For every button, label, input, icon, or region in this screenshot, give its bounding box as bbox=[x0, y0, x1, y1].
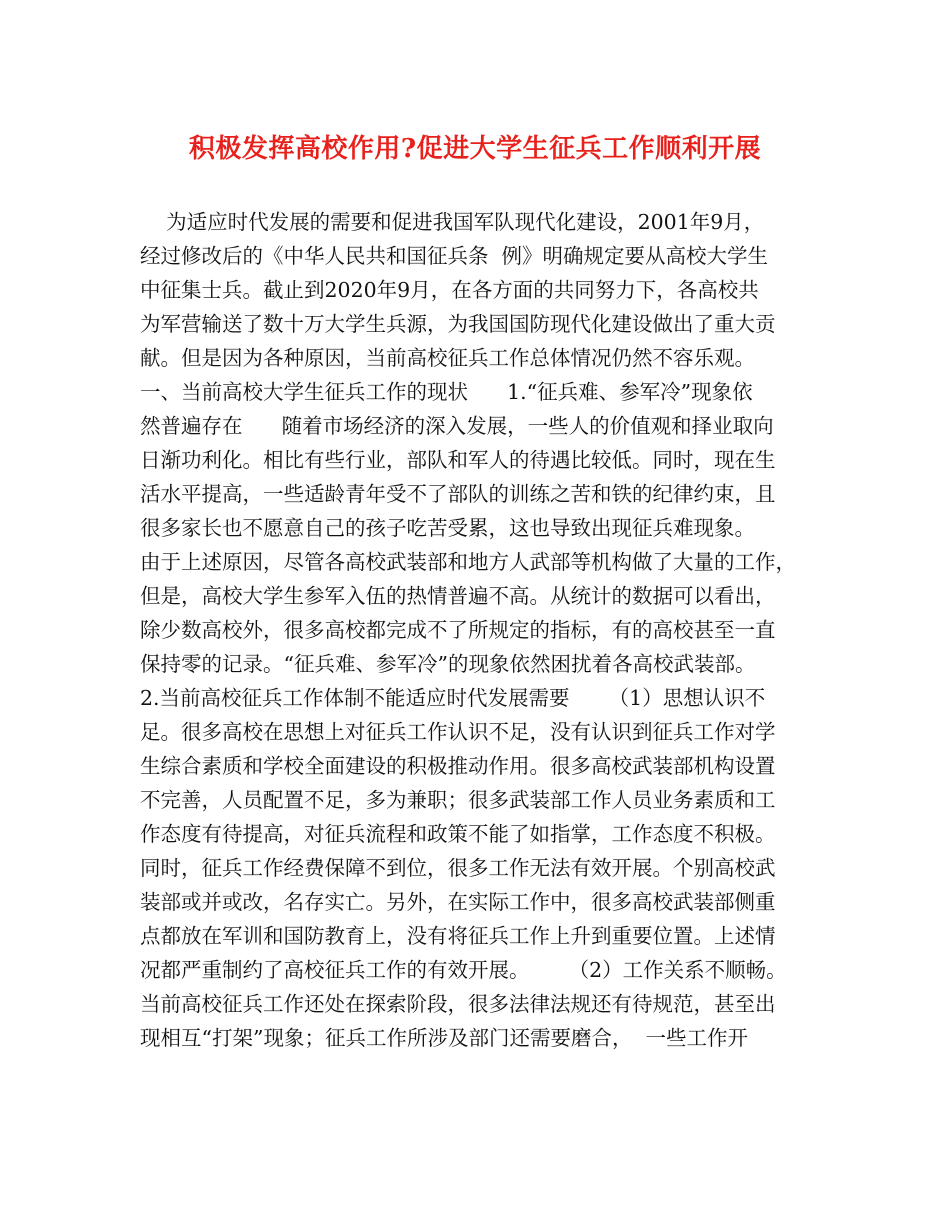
body-line: 为适应时代发展的需要和促进我国军队现代化建设，2001年9月， bbox=[140, 210, 765, 234]
body-line: 况都严重制约了高校征兵工作的有效开展。 （2）工作关系不顺畅。 bbox=[140, 958, 787, 982]
body-line: 但是，高校大学生参军入伍的热情普遍不高。从统计的数据可以看出， bbox=[140, 584, 776, 608]
body-line: 现相互“打架”现象；征兵工作所涉及部门还需要磨合， 一些工作开 bbox=[140, 1026, 748, 1050]
body-line: 2.当前高校征兵工作体制不能适应时代发展需要 （1）思想认识不 bbox=[140, 686, 766, 710]
body-line: 同时，征兵工作经费保障不到位，很多工作无法有效开展。个别高校武 bbox=[140, 856, 776, 880]
body-line: 一、当前高校大学生征兵工作的现状 1.“征兵难、参军冷”现象依 bbox=[140, 380, 753, 404]
document-body bbox=[140, 205, 830, 1055]
body-line: 中征集士兵。截止到2020年9月，在各方面的共同努力下，各高校共 bbox=[140, 278, 759, 302]
body-line: 点都放在军训和国防教育上，没有将征兵工作上升到重要位置。上述情 bbox=[140, 924, 776, 948]
body-line: 作态度有待提高，对征兵流程和政策不能了如指掌，工作态度不积极。 bbox=[140, 822, 776, 846]
body-line: 除少数高校外，很多高校都完成不了所规定的指标，有的高校甚至一直 bbox=[140, 618, 776, 642]
body-line: 日渐功利化。相比有些行业，部队和军人的待遇比较低。同时，现在生 bbox=[140, 448, 776, 472]
body-line: 不完善，人员配置不足，多为兼职；很多武装部工作人员业务素质和工 bbox=[140, 788, 776, 812]
body-line: 活水平提高，一些适龄青年受不了部队的训练之苦和铁的纪律约束，且 bbox=[140, 482, 776, 506]
body-line: 当前高校征兵工作还处在探索阶段，很多法律法规还有待规范，甚至出 bbox=[140, 992, 776, 1016]
body-line: 由于上述原因，尽管各高校武装部和地方人武部等机构做了大量的工作， bbox=[140, 550, 796, 574]
body-line: 生综合素质和学校全面建设的积极推动作用。很多高校武装部机构设置 bbox=[140, 754, 776, 778]
body-line: 很多家长也不愿意自己的孩子吃苦受累，这也导致出现征兵难现象。 bbox=[140, 516, 755, 540]
body-line: 经过修改后的《中华人民共和国征兵条 例》明确规定要从高校大学生 bbox=[140, 244, 769, 268]
body-line: 足。很多高校在思想上对征兵工作认识不足，没有认识到征兵工作对学 bbox=[140, 720, 776, 744]
body-line: 然普遍存在 随着市场经济的深入发展，一些人的价值观和择业取向 bbox=[140, 414, 774, 438]
body-line: 装部或并或改，名存实亡。另外，在实际工作中，很多高校武装部侧重 bbox=[140, 890, 776, 914]
body-line: 为军营输送了数十万大学生兵源，为我国国防现代化建设做出了重大贡 bbox=[140, 312, 776, 336]
body-line: 献。但是因为各种原因，当前高校征兵工作总体情况仍然不容乐观。 bbox=[140, 346, 755, 370]
document-title: 积极发挥高校作用?促进大学生征兵工作顺利开展 bbox=[188, 134, 762, 164]
body-line: 保持零的记录。“征兵难、参军冷”的现象依然困扰着各高校武装部。 bbox=[140, 652, 756, 676]
